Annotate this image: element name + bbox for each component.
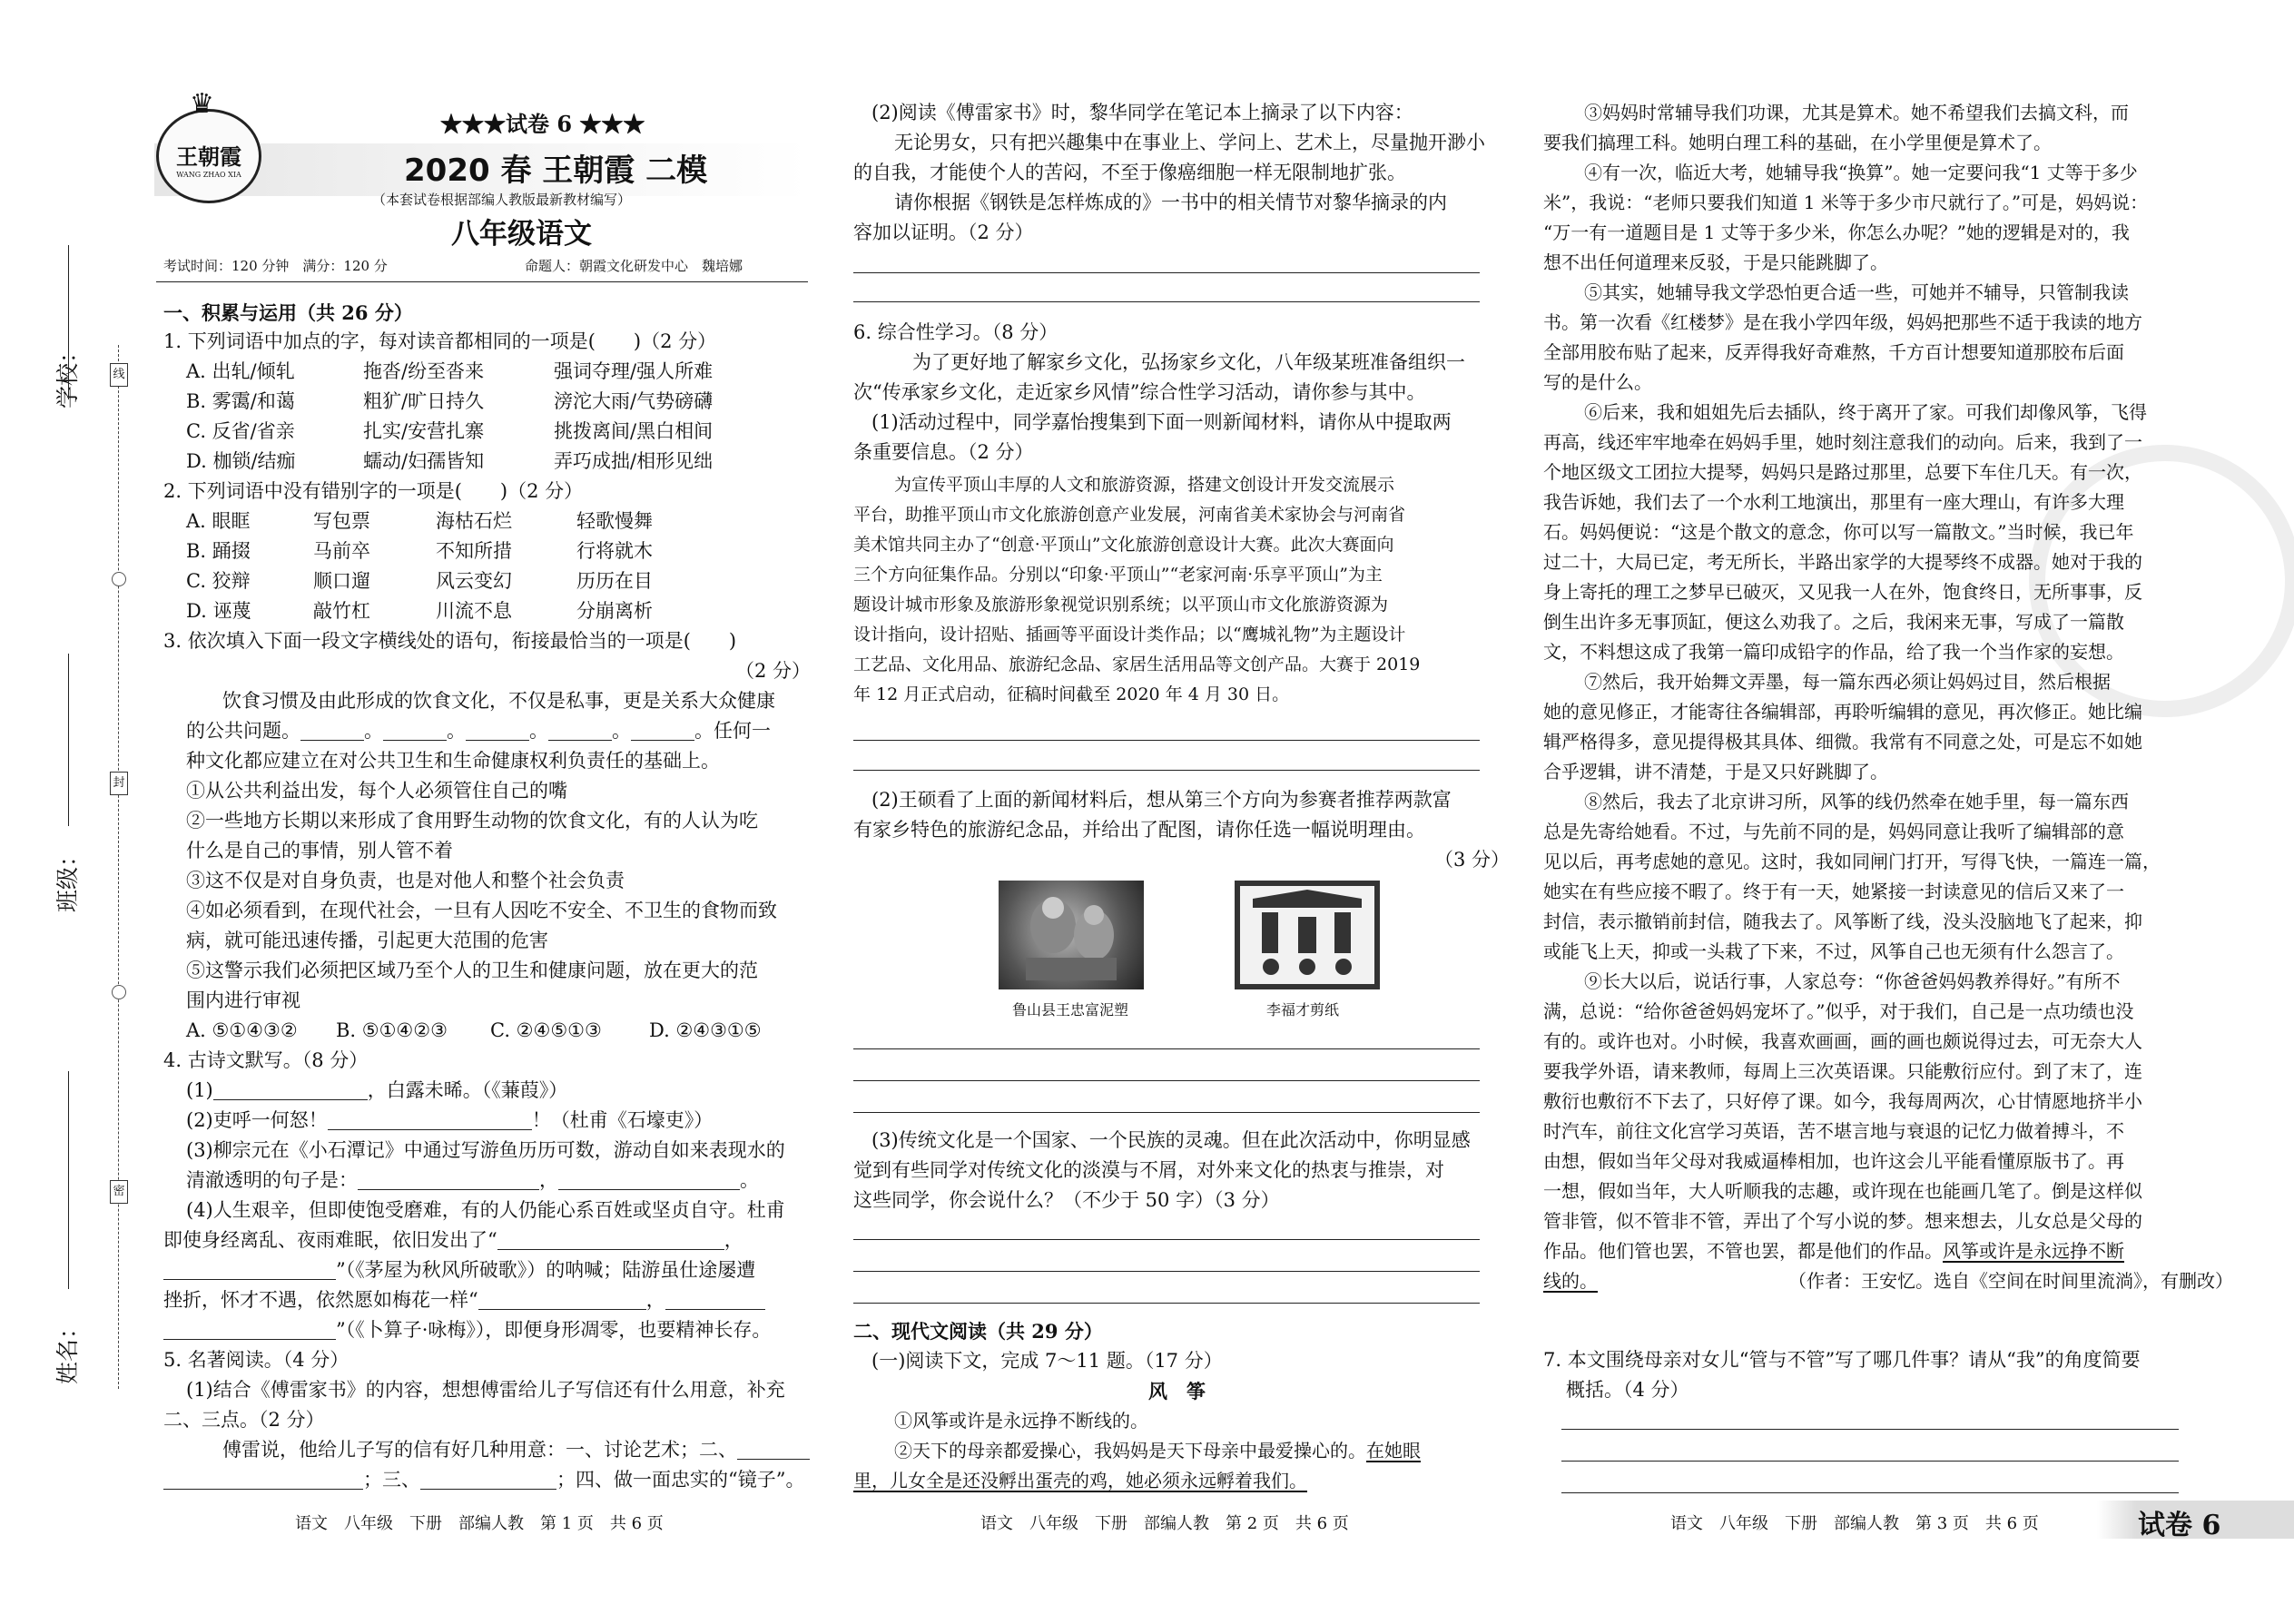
q3-paragraph-line-1: 饮食习惯及由此形成的饮食文化，不仅是私事，更是关系大众健康 <box>222 690 775 712</box>
story-line: 一想，假如当年，大人听顺我的志趣，或许现在也能画几笔了。倒是这样似 <box>1543 1180 2142 1202</box>
q3-sentence: ②一些地方长期以来形成了食用野生动物的饮食文化，有的人认为吃 <box>186 810 758 832</box>
reading-1-instruction: (一)阅读下文，完成 7～11 题。（17 分） <box>871 1350 1223 1372</box>
story-continuation <box>1543 98 2233 1296</box>
q6-item-3-line-1: (3)传统文化是一个国家、一个民族的灵魂。但在此次活动中，你明显感 <box>871 1129 1471 1151</box>
story-line: ④有一次，临近大考，她辅导我“换算”。她一定要问我“1 丈等于多少 <box>1584 162 2138 183</box>
q5-item-2-quote-2: 的自我，才能使个人的苦闷，不至于像癌细胞一样无限制地扩张。 <box>853 162 1406 183</box>
q5-paragraph-line-1: 傅雷说，他给儿子写的信有好几种用意：一、讨论艺术；二、 <box>222 1435 810 1465</box>
story-line: 有的。或许也对。小时候，我喜欢画画，画的画也颇说得过去，可无奈大人 <box>1543 1030 2142 1052</box>
news-line: 年 12 月正式启动，征稿时间截至 2020 年 4 月 30 日。 <box>853 684 1290 704</box>
question-3: 3. 依次填入下面一段文字横线处的语句，衔接最恰当的一项是( ) <box>163 630 737 652</box>
answer-line[interactable] <box>853 1112 1480 1113</box>
class-label: 班级： <box>54 843 81 912</box>
story-source: （作者：王安忆。选自《空间在时间里流淌》，有删改） <box>1788 1270 2233 1292</box>
exam-time: 考试时间：120 分钟 满分：120 分 <box>163 258 388 274</box>
question-5: 5. 名著阅读。（4 分） <box>163 1349 350 1371</box>
story-line: 全部用胶布贴了起来，反弄得我好奇难熬，千方百计想要知道那胶布后面 <box>1543 341 2124 363</box>
news-line: 为宣传平顶山丰厚的人文和旅游资源，搭建文创设计开发交流展示 <box>894 475 1395 495</box>
q3-option-c: C. ②④⑤①③ <box>490 1019 602 1041</box>
crown-icon: ♛ <box>190 88 214 120</box>
answer-line[interactable] <box>853 1048 1480 1049</box>
page-2 <box>844 0 1516 1624</box>
answer-line[interactable] <box>1561 1492 2179 1493</box>
q4-item-4-line-5: ”（《卜算子·咏梅》），即便身形凋零，也要精神长存。 <box>163 1315 771 1345</box>
q5-item-1-line-2: 二、三点。（2 分） <box>163 1409 325 1431</box>
q3-paragraph-line-3: 种文化都应建立在对公共卫生和生命健康权利负责任的基础上。 <box>186 750 720 772</box>
story-line: 她实在有些应接不暇了。终于有一天，她紧接一封读意见的信后又来了一 <box>1543 881 2124 902</box>
answer-line[interactable] <box>853 740 1480 741</box>
seal-mark-1: 线 <box>110 363 128 387</box>
q5-paragraph-line-2: ；三、 ；四、做一面忠实的“镜子”。 <box>163 1465 804 1495</box>
q3-option-d: D. ②④③①⑤ <box>649 1019 762 1041</box>
answer-line[interactable] <box>1561 1461 2179 1462</box>
story-line: 写的是什么。 <box>1543 371 1652 393</box>
story-line: ⑦然后，我开始舞文弄墨，每一篇东西必须让妈妈过目，然后根据 <box>1584 671 2111 693</box>
story-line: 米”，我说：“老师只要我们知道 1 米等于多少市尺就行了。”可是，妈妈说： <box>1543 192 2149 213</box>
story-line: 要我学外语，请来教师，每周上三次英语课。只能敷衍应付。到了末了，连 <box>1543 1060 2142 1082</box>
story-line: ③妈妈时常辅导我们功课，尤其是算术。她不希望我们去搞文科，而 <box>1584 102 2129 123</box>
question-6: 6. 综合性学习。（8 分） <box>853 321 1058 343</box>
page-3 <box>1534 0 2294 1624</box>
answer-line[interactable] <box>853 1271 1480 1272</box>
news-line: 平台，助推平顶山市文化旅游创意产业发展，河南省美术家协会与河南省 <box>853 505 1406 525</box>
story-line: 我告诉她，我们去了一个水利工地演出，那里有一座大理山，有许多大理 <box>1543 491 2124 513</box>
q4-item-3-line-1: (3)柳宗元在《小石潭记》中通过写游鱼历历可数，游动自如来表现水的 <box>186 1139 785 1161</box>
question-7-line-1: 7. 本文围绕母亲对女儿“管与不管”写了哪几件事？请从“我”的角度简要 <box>1543 1349 2141 1371</box>
question-2: 2. 下列词语中没有错别字的一项是( )（2 分） <box>163 480 584 502</box>
news-material <box>853 470 1420 710</box>
answer-line[interactable] <box>853 272 1480 273</box>
section-2-heading: 二、现代文阅读（共 29 分） <box>853 1320 1103 1343</box>
q6-item-2-line-2: 有家乡特色的旅游纪念品，并给出了配图，请你任选一幅说明理由。 <box>853 819 1425 841</box>
story-line: 身上寄托的理工之梦早已破灭，又见我一人在外，饱食终日，无所事事，反 <box>1543 581 2142 603</box>
story-paragraph-2-line-2: 里，儿女全是还没孵出蛋壳的鸡，她必须永远孵着我们。 <box>853 1470 1307 1491</box>
brand-logo <box>156 88 261 203</box>
story-line: 时汽车，前往文化宫学习英语，苦不堪言地与衰退的记忆力做着搏斗，不 <box>1543 1120 2124 1142</box>
q4-item-4-line-3: ”（《茅屋为秋风所破歌》）的呐喊；陆游虽仕途屡遭 <box>163 1255 755 1285</box>
q4-item-3-line-2: 清澈透明的句子是： ， 。 <box>186 1169 759 1191</box>
q3-sentences <box>186 776 777 1016</box>
exam-author: 命题人：朝霞文化研发中心 魏培娜 <box>525 258 743 274</box>
q4-item-2: (2)吏呼一何怒！ ！（杜甫《石壕吏》） <box>186 1109 714 1131</box>
answer-line[interactable] <box>853 1239 1480 1240</box>
q5-item-1-line-1: (1)结合《傅雷家书》的内容，想想傅雷给儿子写信还有什么用意，补充 <box>186 1379 785 1401</box>
news-line: 工艺品、文化用品、旅游纪念品、家居生活用品等文创产品。大赛于 2019 <box>853 655 1421 674</box>
story-line: “万一有一道题目是 1 丈等于多少米，你怎么办呢？”她的逻辑是对的，我 <box>1543 221 2130 243</box>
q6-intro-line-1: 为了更好地了解家乡文化，弘扬家乡文化，八年级某班准备组织一 <box>912 351 1465 373</box>
q3-sentence: ④如必须看到，在现代社会，一旦有人因吃不安全、不卫生的食物而致 <box>186 900 777 921</box>
exam-note: （本套试卷根据部编人教版最新教材编写） <box>372 192 632 208</box>
story-line: 要我们搞理工科。她明白理工科的基础，在小学里便是算术了。 <box>1543 132 2052 153</box>
q3-sentence: ①从公共利益出发，每个人必须管住自己的嘴 <box>186 780 567 802</box>
question-7-line-2: 概括。（4 分） <box>1566 1379 1689 1401</box>
story-line: 见以后，再考虑她的意见。这时，我如同闸门打开，写得飞快，一篇连一篇， <box>1543 851 2161 872</box>
question-3-score: （2 分） <box>735 660 812 682</box>
news-line: 题设计城市形象及旅游形象视觉识别系统；以平顶山市文化旅游资源为 <box>853 595 1389 615</box>
story-line: 封信，表示撤销前封信，随我去了。风筝断了线，没头没脑地飞了起来，抑 <box>1543 910 2142 932</box>
q6-item-1-line-1: (1)活动过程中，同学嘉怡搜集到下面一则新闻材料，请你从中提取两 <box>871 411 1452 433</box>
q3-sentence: 围内进行审视 <box>186 989 300 1011</box>
q5-item-2-line-1: (2)阅读《傅雷家书》时，黎华同学在笔记本上摘录了以下内容： <box>871 102 1413 123</box>
story-line: 总是先寄给她看。不过，与先前不同的是，妈妈同意让我听了编辑部的意 <box>1543 821 2124 842</box>
question-1: 1. 下列词语中加点的字，每对读音都相同的一项是( )（2 分） <box>163 330 717 352</box>
paper-cut-image <box>1235 881 1380 989</box>
answer-line[interactable] <box>1561 1429 2179 1430</box>
q4-item-4-line-2: 即使身经离乱、夜雨难眠，依旧发出了“ ， <box>163 1229 743 1251</box>
story-line: 合乎逻辑，讲不清楚，于是又只好跳脚了。 <box>1543 761 1888 782</box>
story-line: 倒生出许多无事顶缸，便这么劝我了。之后，我闲来无事，写成了一篇散 <box>1543 611 2124 633</box>
q5-item-2-line-3: 容加以证明。（2 分） <box>853 221 1034 243</box>
school-label: 学校： <box>54 340 81 408</box>
page-2-footer: 语文 八年级 下册 部编人教 第 2 页 共 6 页 <box>980 1514 1349 1533</box>
story-line: 她的意见修正，才能寄往各编辑部，再聆听编辑的意见，再次修正。她比编 <box>1543 701 2142 723</box>
logo-text: 王朝霞 <box>176 143 241 170</box>
story-line: 过二十，大局已定，考无所长，半路出家学的大提琴终不成器。她对于我的 <box>1543 551 2142 573</box>
clay-sculpture-image <box>999 881 1144 989</box>
clay-sculpture-caption: 鲁山县王忠富泥塑 <box>1012 1001 1129 1019</box>
q4-item-4-line-4: 挫折，怀才不遇，依然愿如梅花一样“ ， <box>163 1285 765 1315</box>
section-1-heading: 一、积累与运用（共 26 分） <box>163 301 413 324</box>
story-line: 想不出任何道理来反驳，于是只能跳脚了。 <box>1543 251 1888 273</box>
paper-tag: 试卷 6 <box>2138 1510 2221 1541</box>
seal-mark-3: 密 <box>110 1180 128 1204</box>
q5-item-2-line-2: 请你根据《钢铁是怎样炼成的》一书中的相关情节对黎华摘录的内 <box>894 192 1447 213</box>
q3-option-b: B. ⑤①④②③ <box>336 1019 448 1041</box>
paper-number: ★★★试卷 6 ★★★ <box>440 111 645 137</box>
story-line: 管非管，似不管非不管，弄出了个写小说的梦。想来想去，儿女总是父母的 <box>1543 1210 2142 1232</box>
story-line: 或能飞上天，抑或一头栽了下来，不过，风筝自己也无须有什么怨言了。 <box>1543 940 2124 962</box>
seal-mark-2: 封 <box>110 772 128 795</box>
story-line: ⑤其实，她辅导我文学恐怕更合适一些，可她并不辅导，只管制我读 <box>1584 281 2129 303</box>
q6-item-2-score: （3 分） <box>1434 849 1511 871</box>
story-line: 由想，假如当年父母对我威逼棒相加，也许这会儿平能看懂原版书了。再 <box>1543 1150 2124 1172</box>
q4-item-4-line-1: (4)人生艰辛，但即使饱受磨难，有的人仍能心系百姓或坚贞自守。杜甫 <box>186 1199 785 1221</box>
header-divider <box>156 281 808 282</box>
q3-sentence: ③这不仅是对自身负责，也是对他人和整个社会负责 <box>186 870 625 891</box>
story-paragraph-2-line-1: ②天下的母亲都爱操心，我妈妈是天下母亲中最爱操心的。在她眼 <box>894 1440 1421 1462</box>
story-line: ⑨长大以后，说话行事，人家总夸：“你爸爸妈妈教养得好。”有所不 <box>1584 970 2121 992</box>
q6-item-3-line-2: 觉到有些同学对传统文化的淡漠与不屑，对外来文化的热衷与推崇，对 <box>853 1159 1444 1181</box>
question-4: 4. 古诗文默写。（8 分） <box>163 1049 369 1071</box>
story-line: 满，总说：“给你爸爸妈妈宠坏了。”似乎，对于我们，自己是一点功绩也没 <box>1543 1000 2134 1022</box>
logo-subtext: WANG ZHAO XIA <box>176 171 241 179</box>
story-line: 线的。 （作者：王安忆。选自《空间在时间里流淌》，有删改） <box>1543 1266 2161 1296</box>
story-line: 个地区级文工团拉大提琴，妈妈只是路过那里，总要下车住几天。有一次， <box>1543 461 2142 483</box>
page-1-footer: 语文 八年级 下册 部编人教 第 1 页 共 6 页 <box>295 1514 664 1533</box>
answer-line[interactable] <box>853 301 1480 302</box>
news-line: 三个方向征集作品。分别以“印象·平顶山”“老家河南·乐享平顶山”为主 <box>853 565 1383 585</box>
story-line: ⑥后来，我和姐姐先后去插队，终于离开了家。可我们却像风筝，飞得 <box>1584 401 2147 423</box>
q3-sentence: ⑤这警示我们必须把区域乃至个人的卫生和健康问题，放在更大的范 <box>186 960 758 981</box>
story-line: 书。第一次看《红楼梦》是在我小学四年级，妈妈把那些不适于我读的地方 <box>1543 311 2142 333</box>
q6-item-2-line-1: (2)王硕看了上面的新闻材料后，想从第三个方向为参赛者推荐两款富 <box>871 789 1452 811</box>
q3-sentence: 病，就可能迅速传播，引起更大范围的危害 <box>186 930 548 951</box>
q6-intro-line-2: 次“传承家乡文化，走近家乡风情”综合性学习活动，请你参与其中。 <box>853 381 1426 403</box>
story-line: 作品。他们管也罢，不管也罢，都是他们的作品。风筝或许是永远挣不断 <box>1543 1240 2124 1262</box>
subject-title: 八年级语文 <box>451 218 592 251</box>
news-line: 设计指向，设计招贴、插画等平面设计类作品；以“鹰城礼物”为主题设计 <box>853 625 1406 645</box>
story-line: 石。妈妈便说：“这是个散文的意念，你可以写一篇散文。”当时候，我已年 <box>1543 521 2134 543</box>
q3-paragraph-line-2: 的公共问题。 。 。 。 。 。任何一 <box>186 720 771 742</box>
q3-option-a: A. ⑤①④③② <box>186 1019 298 1041</box>
story-line: 文，不料想这成了我第一篇印成铅字的作品，给了我一个当作家的妄想。 <box>1543 641 2124 663</box>
answer-line[interactable] <box>853 1080 1480 1081</box>
q5-item-2-quote-1: 无论男女，只有把兴趣集中在事业上、学问上、艺术上，尽量抛开渺小 <box>894 132 1485 153</box>
name-label: 姓名： <box>54 1315 81 1384</box>
paper-cut-caption: 李福才剪纸 <box>1266 1001 1340 1019</box>
q6-item-3-line-3: 这些同学，你会说什么？（不少于 50 字）（3 分） <box>853 1189 1280 1211</box>
page-1: ♛ 王朝霞 WANG ZHAO XIA ★★★试卷 6 ★★★ 2020 春 王朝霞 二模 （本套试卷根据部编人教版最新教材编写） 八年级语文 考试时间：120 分钟 满分：120 分 命题人：朝霞文化研发中心 魏培娜 一、积累与运用（共 26 分） 1. 下列词语中加点的字，每对读音都相同的一项是( )（2 分） A. 出轧/倾轧 拖沓/纷至沓来 强词夺理/强人所难 B. 雾霭/和蔼 粗犷/旷日持久 滂沱大雨/气势磅礴 C. 反省/省亲 扎实/安营扎寨 挑拨离间/黑白相间 D. 枷锁/结痂 蠕动/妇孺皆知 弄巧成拙/相形见绌 2. 下列词语中没有错别字的一项是( )（2 分） A. 眼眶 写包票 海枯石烂 轻歌慢舞 B. 踊掇 马前卒 不知所措 行将就木 C. 狡辩 顺口遛 风云变幻 历历在目 D. 诬蔑 敲竹杠 川流不息 分崩离析 3. 依次填入下面一段文字横线处的语句，衔接最恰当的一项是( ) （2 分） 饮食习惯及由此形成的饮食文化，不仅是私事，更是关系大众健康 的公共问题。 。 。 。 。 。任何一 种文化都应建立在对公共卫生和生命健康权利负责任的基础上。 ①从公共利益出发，每个人必须管住自己的嘴 ②一些地方长期以来形成了食用野生动物的饮食文化，有的人认为吃 什么是自己的事情，别人管不着 ③这不仅是对自身负责，也是对他人和整个社会负责 ④如必须看到，在现代社会，一旦有人因吃不安全、不卫生的食物而致 病，就可能迅速传播，引起更大范围的危害 ⑤这警示我们必须把区域乃至个人的卫生和健康问题，放在更大的范 围内进行审视 A. ⑤①④③② B. ⑤①④②③ C. ②④⑤①③ D. ②④③①⑤ 4. 古诗文默写。（8 分） (1) ，白露未晞。（《蒹葭》） (2)吏呼一何怒！ ！（杜甫《石壕吏》） (3)柳宗元在《小石潭记》中通过写游鱼历历可数，游动自如来表现水的 清澈透明的句子是： ， 。 (4)人生艰辛，但即使饱受磨难，有的人仍能心系百姓或坚贞自守。杜甫 即使身经离乱、夜雨难眠，依旧发出了“ ， ”（《茅屋为秋风所破歌》）的呐喊；陆游虽仕途屡遭 挫折，怀才不遇，依然愿如梅花一样“ ， ”（《卜算子·咏梅》），即便身形凋零，也要精神长存。 5. 名著阅读。（4 分） (1)结合《傅雷家书》的内容，想想傅雷给儿子写信还有什么用意，补充 二、三点。（2 分） 傅雷说，他给儿子写的信有好几种用意：一、讨论艺术；二、 ；三、 ；四、做一面忠实的“镜子”。 语文 八年级 下册 部编人教 第 1 页 共 6 页 <box>0 0 817 1624</box>
story-title: 风 筝 <box>1148 1380 1206 1403</box>
story-line: 敷衍也敷衍不下去了，只好停了课。如今，我每周两次，心甘情愿地挤半小 <box>1543 1090 2142 1112</box>
exam-title: 2020 春 王朝霞 二模 <box>404 153 708 189</box>
q3-sentence: 什么是自己的事情，别人管不着 <box>186 840 453 861</box>
news-line: 美术馆共同主办了“创意·平顶山”文化旅游创意设计大赛。此次大赛面向 <box>853 535 1394 555</box>
story-paragraph-1: ①风筝或许是永远挣不断线的。 <box>894 1410 1148 1432</box>
story-line: 辑严格得多，意见提得极其具体、细微。我常有不同意之处，可是忘不如她 <box>1543 731 2142 753</box>
answer-line[interactable] <box>853 770 1480 771</box>
question-3-options <box>186 1016 803 1046</box>
page-3-footer: 语文 八年级 下册 部编人教 第 3 页 共 6 页 <box>1670 1514 2039 1533</box>
q4-item-1: (1) ，白露未晞。（《蒹葭》） <box>186 1079 568 1101</box>
story-line: 再高，线还牢牢地牵在妈妈手里，她时刻注意我们的动向。后来，我到了一 <box>1543 431 2142 453</box>
answer-line[interactable] <box>853 1303 1480 1304</box>
story-line: ⑧然后，我去了北京讲习所，风筝的线仍然牵在她手里，每一篇东西 <box>1584 791 2129 812</box>
q6-item-1-line-2: 条重要信息。（2 分） <box>853 441 1034 463</box>
